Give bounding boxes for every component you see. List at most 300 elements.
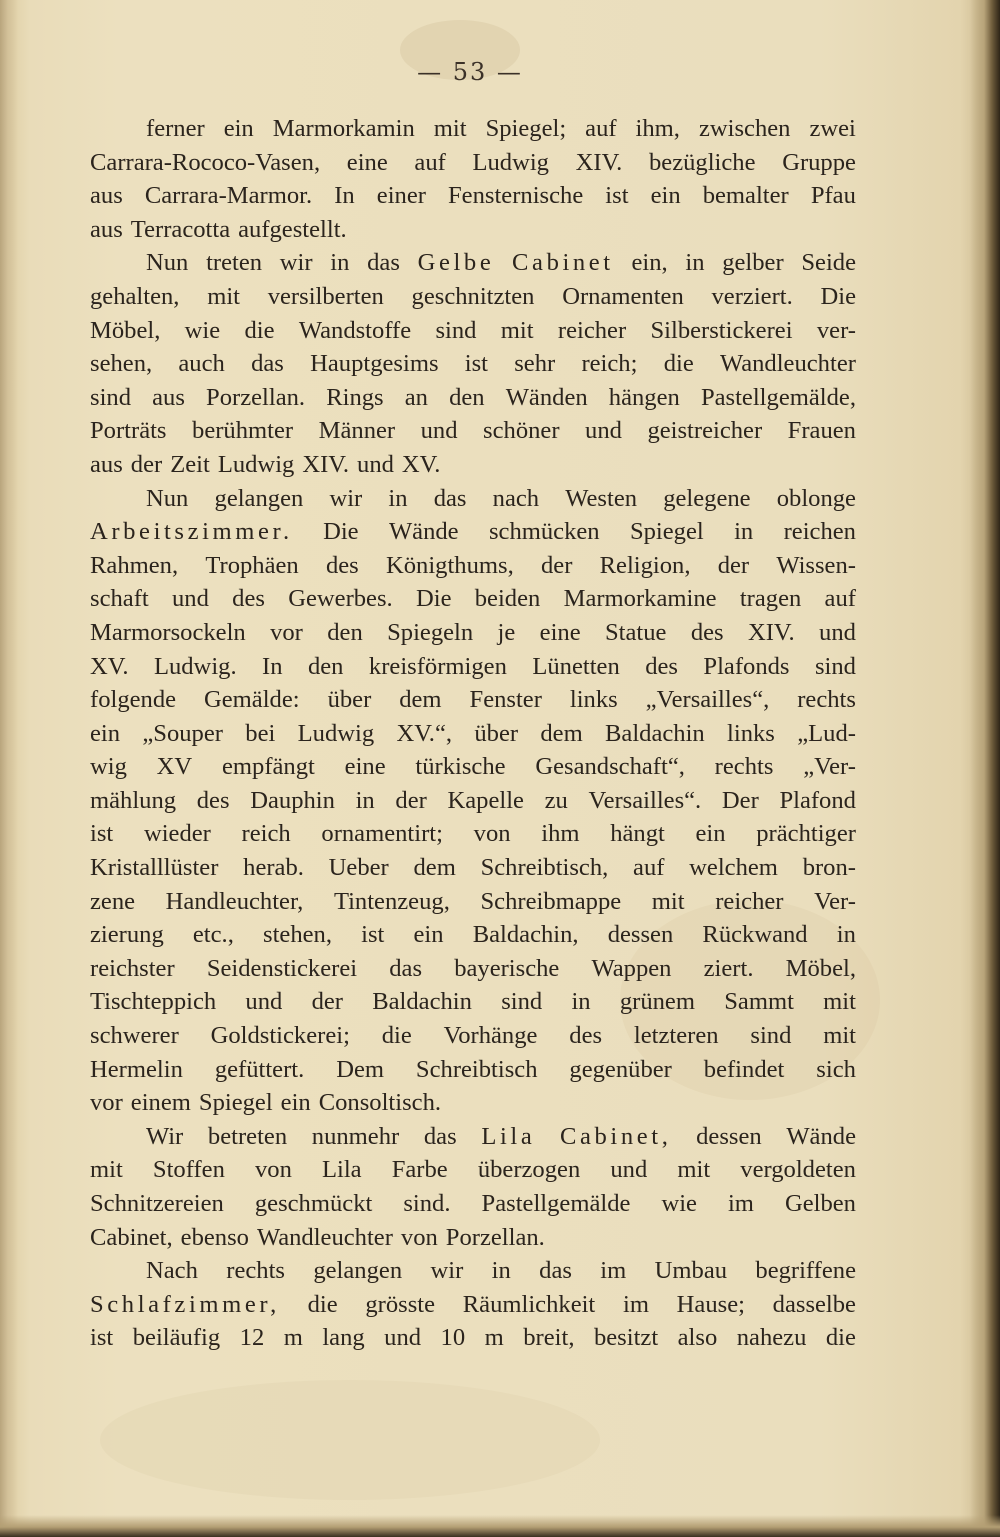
word: vor bbox=[90, 1089, 123, 1117]
word: Tintenzeug, bbox=[333, 887, 450, 915]
word: auch bbox=[178, 350, 225, 378]
word: Tischteppich bbox=[90, 988, 217, 1016]
word: ebenso bbox=[180, 1223, 249, 1251]
text-line bbox=[90, 280, 856, 314]
word: breit, bbox=[523, 1324, 575, 1352]
word: Versailles“. bbox=[588, 786, 702, 814]
word: über bbox=[327, 686, 372, 714]
word: in bbox=[734, 518, 754, 546]
text-line bbox=[90, 683, 856, 717]
word: gelangen bbox=[313, 1257, 403, 1285]
word: betreten bbox=[207, 1122, 288, 1150]
word: m bbox=[484, 1324, 504, 1352]
word: das bbox=[367, 249, 400, 277]
word: und bbox=[245, 988, 283, 1016]
word: Gruppe bbox=[782, 148, 856, 176]
word: mit bbox=[433, 115, 467, 142]
text-line bbox=[90, 885, 856, 919]
word: Ornamenten bbox=[562, 282, 684, 310]
word: ein bbox=[223, 115, 254, 142]
word: XV. bbox=[401, 450, 441, 478]
word: Porträts bbox=[90, 417, 167, 445]
word: aus bbox=[90, 450, 123, 478]
word: XIV. bbox=[302, 450, 350, 478]
word: Hauptgesims bbox=[310, 350, 439, 378]
word: Möbel, bbox=[90, 316, 161, 344]
text-line bbox=[90, 650, 856, 684]
page-number: — 53 — bbox=[417, 58, 523, 86]
word: vor bbox=[270, 618, 303, 646]
word: treten bbox=[206, 249, 263, 277]
word: ornamentirt; bbox=[321, 820, 443, 848]
word: mählung bbox=[90, 786, 177, 814]
word: das bbox=[389, 954, 423, 982]
word: in bbox=[388, 484, 408, 512]
word: Stoffen bbox=[152, 1156, 225, 1184]
text-line bbox=[90, 952, 856, 986]
word: verziert. bbox=[711, 282, 793, 310]
word: und bbox=[610, 1156, 648, 1184]
word: Carrara-Marmor. bbox=[144, 182, 313, 210]
word: das bbox=[433, 484, 467, 512]
word: Wir bbox=[146, 1122, 184, 1150]
word: kreisförmigen bbox=[368, 652, 507, 680]
word: nunmehr bbox=[311, 1122, 400, 1150]
word: lang bbox=[322, 1324, 365, 1352]
word: Die bbox=[820, 282, 856, 310]
word: „Souper bbox=[142, 719, 223, 747]
word: Marmorkamine bbox=[563, 585, 717, 613]
word: Handleuchter, bbox=[165, 887, 304, 915]
word: Dem bbox=[336, 1055, 384, 1083]
text-line bbox=[90, 314, 856, 348]
text-line bbox=[90, 381, 856, 415]
word: des bbox=[196, 786, 230, 814]
word: Spiegel bbox=[198, 1089, 273, 1117]
word: Wissen- bbox=[776, 551, 856, 579]
word: eine bbox=[344, 753, 386, 781]
word: beiläufig bbox=[132, 1324, 221, 1352]
word: in bbox=[571, 988, 591, 1016]
word: in bbox=[685, 249, 705, 277]
word: reicher bbox=[715, 887, 784, 915]
word: tragen bbox=[739, 585, 802, 613]
word: nahezu bbox=[736, 1324, 807, 1352]
word: Wandleuchter bbox=[719, 350, 856, 378]
word: ein, bbox=[631, 249, 668, 277]
word: Umbau bbox=[654, 1257, 728, 1285]
word: Goldstickerei; bbox=[210, 1022, 350, 1050]
word: ist bbox=[90, 820, 114, 848]
word: dessen bbox=[607, 921, 674, 949]
word: den bbox=[449, 383, 485, 411]
word: Wände bbox=[388, 518, 459, 546]
word: Der bbox=[721, 786, 759, 814]
word: XV bbox=[156, 753, 193, 781]
word: begriffene bbox=[755, 1257, 856, 1285]
word: mit bbox=[207, 282, 240, 310]
body-text bbox=[90, 112, 856, 1355]
word: im bbox=[600, 1257, 627, 1285]
word: „Versailles“, bbox=[645, 686, 770, 714]
word: stehen, bbox=[263, 921, 332, 949]
word: ist bbox=[464, 350, 488, 378]
word: Fenster bbox=[469, 686, 542, 714]
word: Spiegel bbox=[629, 518, 704, 546]
word: ist bbox=[361, 921, 385, 949]
word: reich; bbox=[581, 350, 638, 378]
word: dasselbe bbox=[772, 1290, 856, 1318]
word: und bbox=[357, 450, 394, 478]
word: das bbox=[539, 1257, 572, 1285]
word: Möbel, bbox=[785, 954, 856, 982]
word: nach bbox=[492, 484, 540, 512]
word: Schnitzereien bbox=[90, 1190, 224, 1217]
word: wieder bbox=[143, 820, 211, 848]
word: im bbox=[727, 1190, 754, 1217]
word: 10 bbox=[440, 1324, 466, 1352]
word: Pastellgemälde bbox=[481, 1190, 631, 1217]
word: letzteren bbox=[633, 1022, 719, 1050]
word: gefüttert. bbox=[214, 1055, 305, 1083]
word: Religion, bbox=[599, 551, 691, 579]
word: über bbox=[474, 719, 519, 747]
word: den bbox=[307, 652, 344, 680]
word: ihm, bbox=[635, 115, 680, 142]
word: Kristalllüster bbox=[90, 854, 219, 882]
word: der bbox=[311, 988, 343, 1016]
word: des bbox=[569, 1022, 603, 1050]
word: der bbox=[540, 551, 573, 579]
word: des bbox=[690, 618, 724, 646]
word: Königthums, bbox=[385, 551, 514, 579]
word: wir bbox=[329, 484, 363, 512]
word: Sammt bbox=[724, 988, 794, 1016]
word: aus bbox=[90, 182, 123, 210]
word: in bbox=[836, 921, 856, 949]
word: gegenüber bbox=[569, 1055, 672, 1083]
word: Zeit bbox=[170, 450, 210, 478]
word: empfängt bbox=[221, 753, 315, 781]
word: zene bbox=[90, 887, 136, 915]
word: bezügliche bbox=[649, 148, 756, 176]
word: auf bbox=[824, 585, 856, 613]
text-line bbox=[90, 717, 856, 751]
word: Spiegel; bbox=[485, 115, 567, 142]
word: Fensternische bbox=[448, 182, 584, 210]
word: bron- bbox=[802, 854, 856, 882]
word: Ludwig bbox=[217, 450, 295, 478]
word: der bbox=[395, 786, 427, 814]
word: sind bbox=[435, 316, 477, 344]
word: links bbox=[727, 719, 775, 747]
word: geistreicher bbox=[647, 417, 763, 445]
word: welchem bbox=[689, 854, 778, 882]
word: und bbox=[420, 417, 458, 445]
word: des bbox=[645, 652, 678, 680]
word: Nach bbox=[146, 1257, 198, 1285]
word: auf bbox=[414, 148, 446, 176]
word: XIV. bbox=[575, 148, 623, 176]
word: wir bbox=[279, 249, 313, 277]
word: bemalter bbox=[702, 182, 789, 210]
word: Schreibtisch, bbox=[480, 854, 609, 882]
word: reichen bbox=[783, 518, 856, 546]
word: befindet bbox=[703, 1055, 785, 1083]
word: grösste bbox=[365, 1290, 436, 1318]
word: Die bbox=[323, 518, 359, 546]
word: aus bbox=[152, 383, 185, 411]
word: prächtiger bbox=[756, 820, 856, 848]
word: Cabinet bbox=[512, 249, 614, 277]
text-line bbox=[90, 851, 856, 885]
text-line bbox=[90, 1019, 856, 1053]
word: ferner bbox=[146, 115, 205, 142]
word: bei bbox=[245, 719, 276, 747]
word: Ver- bbox=[814, 887, 856, 915]
word: mit bbox=[823, 988, 856, 1016]
text-line bbox=[90, 1086, 856, 1120]
word: eine bbox=[539, 618, 581, 646]
word: Arbeitszimmer. bbox=[90, 518, 293, 546]
word: Gelbe bbox=[417, 249, 495, 277]
word: Hause; bbox=[676, 1290, 745, 1318]
word: die bbox=[381, 1022, 412, 1050]
word: wir bbox=[430, 1257, 464, 1285]
text-line bbox=[90, 482, 856, 516]
text-line bbox=[90, 1321, 856, 1355]
word: schaft bbox=[90, 585, 149, 613]
word: überzogen bbox=[477, 1156, 581, 1184]
word: Marmorkamin bbox=[272, 115, 415, 142]
word: Baldachin bbox=[605, 719, 705, 747]
word: Statue bbox=[604, 618, 667, 646]
word: das bbox=[251, 350, 284, 378]
word: zwischen bbox=[698, 115, 791, 142]
word: ziert. bbox=[703, 954, 754, 982]
word: gelangen bbox=[214, 484, 304, 512]
word: 12 bbox=[239, 1324, 265, 1352]
word: Silberstickerei bbox=[650, 316, 793, 344]
word: rechts bbox=[797, 686, 856, 714]
word: sind bbox=[814, 652, 856, 680]
text-line bbox=[90, 246, 856, 280]
text-line bbox=[90, 1221, 856, 1255]
word: eine bbox=[346, 148, 388, 176]
word: sehen, bbox=[90, 350, 153, 378]
word: oblonge bbox=[776, 484, 856, 512]
word: Wänden bbox=[505, 383, 588, 411]
word: XV. bbox=[90, 652, 129, 680]
word: grünem bbox=[619, 988, 695, 1016]
word: Seide bbox=[801, 249, 856, 277]
word: m bbox=[283, 1324, 303, 1352]
word: sind bbox=[501, 988, 543, 1016]
word: dessen bbox=[696, 1122, 762, 1150]
word: Dauphin bbox=[250, 786, 335, 814]
word: Lünetten bbox=[532, 652, 620, 680]
word: reich bbox=[241, 820, 291, 848]
word: gelegene bbox=[663, 484, 751, 512]
word: In bbox=[334, 182, 355, 210]
word: wie bbox=[184, 316, 221, 344]
word: des bbox=[325, 551, 359, 579]
text-line bbox=[90, 582, 856, 616]
word: bayerische bbox=[454, 954, 560, 982]
word: der bbox=[130, 450, 163, 478]
word: sehr bbox=[514, 350, 556, 378]
word: Ludwig bbox=[297, 719, 375, 747]
word: Kapelle bbox=[447, 786, 524, 814]
word: dem bbox=[413, 854, 456, 882]
word: ihm bbox=[541, 820, 580, 848]
word: von bbox=[473, 820, 511, 848]
word: Wände bbox=[786, 1122, 856, 1150]
word: ein bbox=[280, 1089, 311, 1117]
word: reichster bbox=[90, 954, 175, 982]
word: Schreibmappe bbox=[480, 887, 622, 915]
word: die bbox=[825, 1324, 856, 1352]
word: Farbe bbox=[391, 1156, 448, 1184]
text-line bbox=[90, 750, 856, 784]
word: dem bbox=[399, 686, 442, 714]
text-line bbox=[90, 414, 856, 448]
word: die bbox=[663, 350, 694, 378]
word: ein bbox=[413, 921, 444, 949]
page-left-edge bbox=[0, 0, 18, 1537]
word: Hermelin bbox=[90, 1055, 183, 1083]
word: hängen bbox=[608, 383, 680, 411]
text-line bbox=[90, 347, 856, 381]
word: ein bbox=[650, 182, 681, 210]
word: „Lud- bbox=[797, 719, 856, 747]
text-line bbox=[90, 146, 856, 180]
word: Wandleuchter bbox=[256, 1223, 393, 1251]
word: die bbox=[244, 316, 275, 344]
word: aufgestellt. bbox=[238, 215, 347, 243]
word: schwerer bbox=[90, 1022, 179, 1050]
text-line bbox=[90, 1153, 856, 1187]
word: Pfau bbox=[810, 182, 856, 210]
text-line bbox=[90, 1187, 856, 1221]
text-line bbox=[90, 1288, 856, 1322]
word: im bbox=[622, 1290, 649, 1318]
text-line bbox=[90, 213, 856, 247]
word: zwei bbox=[809, 115, 856, 142]
word: und bbox=[585, 417, 622, 445]
text-line bbox=[90, 515, 856, 549]
word: In bbox=[262, 652, 283, 680]
word: einem bbox=[130, 1089, 191, 1117]
word: sind. bbox=[403, 1190, 451, 1217]
word: Wappen bbox=[591, 954, 672, 982]
word: Rahmen, bbox=[90, 551, 179, 579]
word: Consoltisch. bbox=[318, 1089, 442, 1117]
word: Vorhänge bbox=[443, 1022, 538, 1050]
word: mit bbox=[500, 316, 534, 344]
word: links bbox=[569, 686, 618, 714]
word: gehalten, bbox=[90, 282, 180, 310]
word: türkische bbox=[415, 753, 506, 781]
word: Pastellgemälde, bbox=[700, 383, 856, 411]
word: herab. bbox=[243, 854, 304, 882]
word: an bbox=[404, 383, 428, 411]
word: der bbox=[717, 551, 750, 579]
word: Gemälde: bbox=[204, 686, 300, 714]
word: und bbox=[819, 618, 856, 646]
text-line bbox=[90, 1053, 856, 1087]
word: wig bbox=[90, 753, 127, 781]
text-line bbox=[90, 918, 856, 952]
word: sind bbox=[750, 1022, 792, 1050]
word: in bbox=[491, 1257, 511, 1285]
word: Lila bbox=[321, 1156, 362, 1184]
word: Rückwand bbox=[702, 921, 808, 949]
word: Männer bbox=[318, 417, 396, 445]
paper-stain bbox=[100, 1380, 600, 1500]
word: Carrara-Rococo-Vasen, bbox=[90, 148, 321, 176]
text-line bbox=[90, 112, 856, 146]
word: geschnitzten bbox=[411, 282, 535, 310]
text-line bbox=[90, 448, 856, 482]
word: die bbox=[307, 1290, 338, 1318]
text-line bbox=[90, 784, 856, 818]
word: in bbox=[355, 786, 375, 814]
word: beiden bbox=[474, 585, 541, 613]
word: je bbox=[497, 618, 516, 646]
word: das bbox=[423, 1122, 457, 1150]
word: einer bbox=[376, 182, 426, 210]
word: Spiegeln bbox=[387, 618, 474, 646]
word: von bbox=[254, 1156, 292, 1184]
word: Ueber bbox=[328, 854, 389, 882]
word: ein bbox=[90, 719, 121, 747]
word: Baldachin, bbox=[472, 921, 579, 949]
word: in bbox=[330, 249, 350, 277]
word: Schreibtisch bbox=[415, 1055, 538, 1083]
word: Die bbox=[415, 585, 452, 613]
word: und bbox=[172, 585, 209, 613]
word: zu bbox=[544, 786, 568, 814]
word: Porzellan. bbox=[206, 383, 306, 411]
word: Trophäen bbox=[205, 551, 299, 579]
text-line bbox=[90, 179, 856, 213]
word: aus bbox=[90, 215, 123, 243]
word: des bbox=[232, 585, 265, 613]
word: Rings bbox=[326, 383, 384, 411]
word: schmücken bbox=[488, 518, 600, 546]
word: Nun bbox=[146, 484, 189, 512]
text-line bbox=[90, 1254, 856, 1288]
word: Plafonds bbox=[703, 652, 790, 680]
word: berühmter bbox=[192, 417, 294, 445]
word: etc., bbox=[192, 921, 234, 949]
word: Plafond bbox=[779, 786, 856, 814]
word: versilberten bbox=[267, 282, 384, 310]
word: rechts bbox=[226, 1257, 285, 1285]
word: Baldachin bbox=[372, 988, 472, 1016]
word: Gewerbes. bbox=[288, 585, 393, 613]
word: Westen bbox=[565, 484, 638, 512]
word: von bbox=[400, 1223, 438, 1251]
word: rechts bbox=[714, 753, 774, 781]
word: Schlafzimmer, bbox=[90, 1290, 280, 1318]
word: und bbox=[384, 1324, 422, 1352]
word: Seidenstickerei bbox=[206, 954, 358, 982]
word: sich bbox=[816, 1055, 856, 1083]
word: wie bbox=[661, 1190, 697, 1217]
word: Marmorsockeln bbox=[90, 618, 246, 646]
